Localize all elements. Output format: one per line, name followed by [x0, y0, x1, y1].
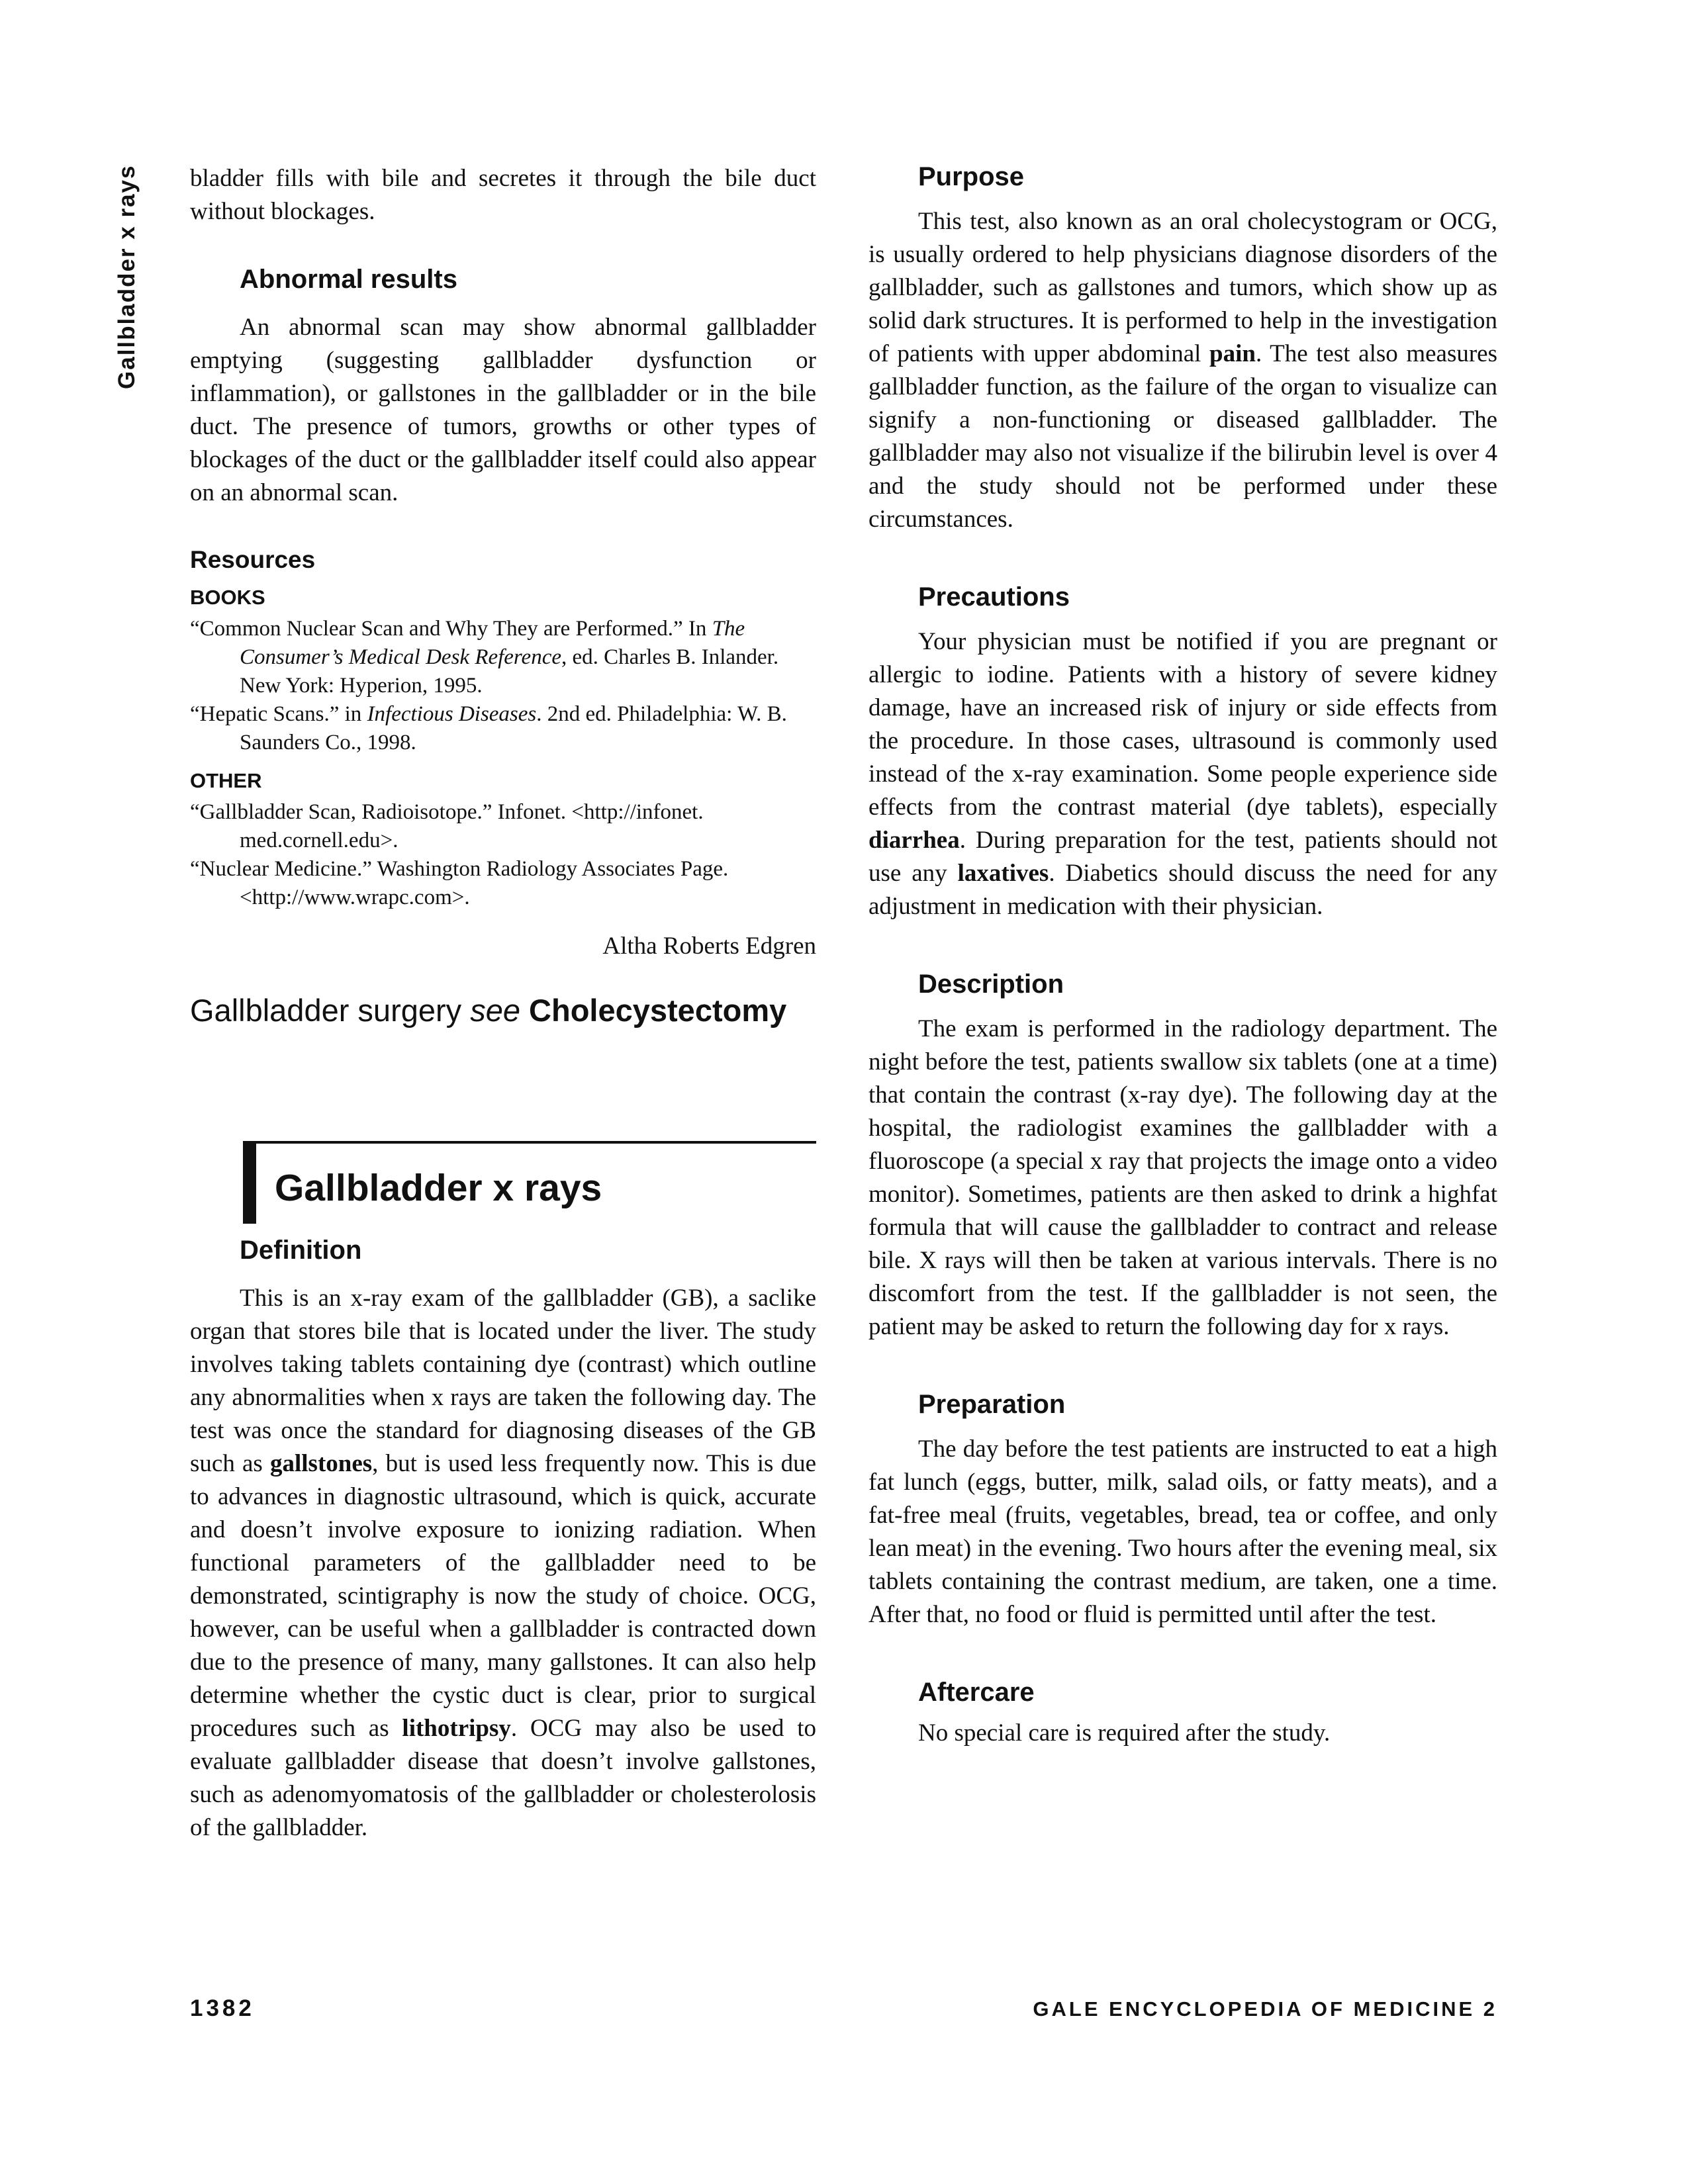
resources-heading: Resources	[190, 546, 316, 573]
other-heading: OTHER	[190, 769, 262, 792]
books-heading: BOOKS	[190, 586, 265, 609]
definition-text: This is an x-ray exam of the gallbladder (GB), a saclike organ that stores bile that is located under the liver. The study involves taking tablets containing dye (contrast) which outline any abnormalities when x rays are taken the following day. The test was once the standard for diagnosing diseases of the GB such as gallstones, but is used less frequently now. This is due to advances in diagnostic ultrasound, which is quick, accurate and doesn’t involve exposure to ionizing radiation. When functional parameters of the gallbladder need to be demonstrated, scintigraphy is now the study of choice. OCG, however, can be useful when a gallbladder is contracted down due to the presence of many, many gallstones. It can also help determine whether the cystic duct is clear, prior to surgical procedures such as lithotripsy. OCG may also be used to evaluate gallbladder disease that doesn’t involve gallstones, such as adenomyomatosis of the gallbladder or cholesterolosis of the gallbladder.	[190, 1285, 817, 1841]
publication-title: GALE ENCYCLOPEDIA OF MEDICINE 2	[1033, 1997, 1497, 2021]
see-reference: Gallbladder surgery see Cholecystectomy	[190, 993, 787, 1028]
purpose-text: This test, also known as an oral cholecystogram or OCG, is usually ordered to help physicians diagnose disorders of the gallbladder, such as gallstones and tumors, which show up as solid dark structures. It is performed to help in the investigation of patients with upper abdominal pain. The test also measures gallbladder function, as the failure of the organ to visualize can signify a non-functioning or diseased gallbladder. The gallbladder may also not visualize if the bilirubin level is over 4 and the study should not be performed under these circumstances.	[868, 208, 1497, 533]
aftercare-heading: Aftercare	[918, 1678, 1035, 1707]
left-column	[190, 162, 816, 1844]
description-heading: Description	[918, 970, 1064, 999]
other-reference-1: “Gallbladder Scan, Radioisotope.” Infonet. <http://infonet. med.cornell.edu>.	[190, 800, 704, 852]
abnormal-results-text: An abnormal scan may show abnormal gallbladder emptying (suggesting gallbladder dysfunction or inflammation), or gallstones in the gallbladder or in the bile duct. The presence of tumors, growths or other types of blockages of the duct or the gallbladder itself could also appear on an abnormal scan.	[190, 314, 816, 506]
aftercare-text: No special care is required after the study.	[918, 1719, 1331, 1747]
intro-paragraph: bladder fills with bile and secretes it through the bile duct without blockages.	[190, 165, 816, 225]
book-reference-2: “Hepatic Scans.” in Infectious Diseases. 2nd ed. Philadelphia: W. B. Saunders Co., 1998.	[190, 702, 787, 754]
title-bar	[243, 1141, 256, 1224]
abnormal-results-heading: Abnormal results	[240, 265, 457, 294]
preparation-heading: Preparation	[918, 1390, 1066, 1419]
author-credit: Altha Roberts Edgren	[602, 933, 816, 960]
precautions-text: Your physician must be notified if you are pregnant or allergic to iodine. Patients with a history of severe kidney damage, have an increased risk of injury or side effects from the procedure. In those cases, ultrasound is commonly used instead of the x-ray examination. Some people experience side effects from the contrast material (dye tablets), especially diarrhea. During preparation for the test, patients should not use any laxatives. Diabetics should discuss the need for any adjustment in medication with their physician.	[868, 628, 1497, 920]
right-column	[868, 162, 1497, 1750]
book-reference-1: “Common Nuclear Scan and Why They are Performed.” In The Consumer’s Medical Desk Reference, ed. Charles B. Inlander. New York: Hyperion, 1995.	[190, 617, 779, 698]
entry-title-block	[190, 1141, 816, 1224]
entry-title: Gallbladder x rays	[275, 1167, 602, 1209]
purpose-heading: Purpose	[918, 162, 1025, 191]
title-rule	[243, 1141, 816, 1144]
preparation-text: The day before the test patients are instructed to eat a high fat lunch (eggs, butter, milk, salad oils, or fatty meats), and a fat-free meal (fruits, vegetables, bread, tea or coffee, and only lean meat) in the evening. Two hours after the evening meal, six tablets containing the contrast medium, are taken, one a time. After that, no food or fluid is permitted until after the test.	[868, 1435, 1497, 1628]
description-text: The exam is performed in the radiology department. The night before the test, patients swallow six tablets (one at a time) that contain the contrast (x-ray dye). The following day at the hospital, the radiologist examines the gallbladder with a fluoroscope (a special x ray that projects the image onto a video monitor). Sometimes, patients are then asked to drink a highfat formula that will cause the gallbladder to contract and release bile. X rays will then be taken at various intervals. There is no discomfort from the test. If the gallbladder is not seen, the patient may be asked to return the following day for x rays.	[868, 1015, 1497, 1340]
definition-heading: Definition	[240, 1236, 362, 1265]
page-number: 1382	[190, 1995, 255, 2021]
precautions-heading: Precautions	[918, 582, 1070, 612]
other-reference-2: “Nuclear Medicine.” Washington Radiology Associates Page. <http://www.wrapc.com>.	[190, 857, 729, 909]
running-head: Gallbladder x rays	[114, 164, 140, 389]
